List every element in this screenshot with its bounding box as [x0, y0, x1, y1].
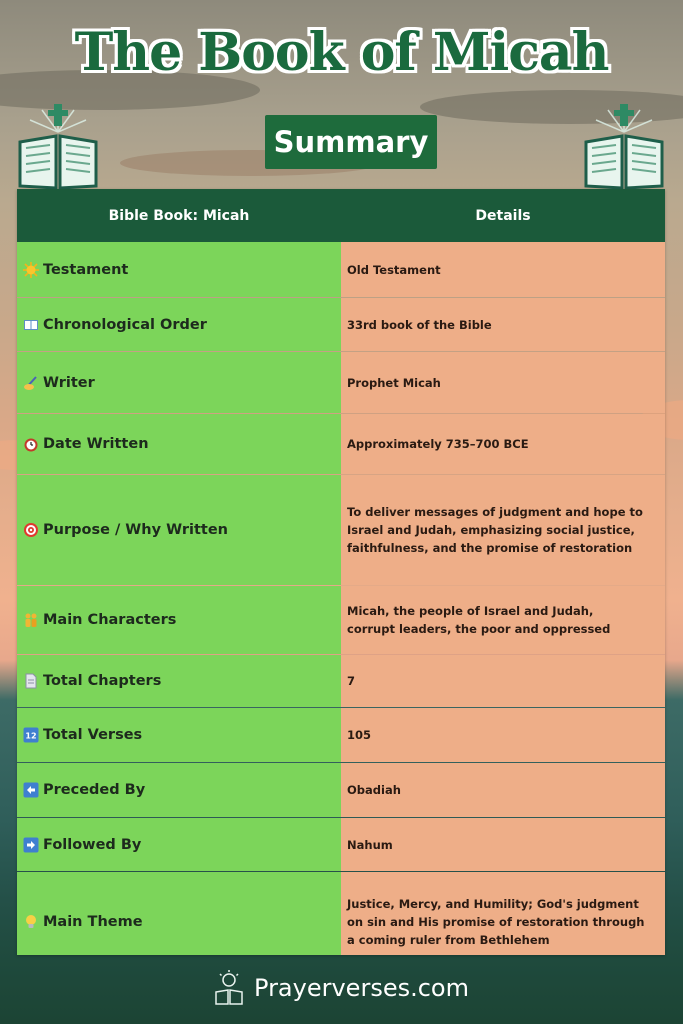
- row-value: To deliver messages of judgment and hope to Israel and Judah, emphasizing social justice, faithfulness, and the promise of restoration: [341, 475, 665, 585]
- row-label: Main Characters: [43, 612, 177, 628]
- open-bible-icon: [582, 102, 666, 190]
- people-icon: [23, 612, 39, 628]
- right-arrow-icon: [23, 837, 39, 853]
- row-label: Date Written: [43, 436, 149, 452]
- table-row: [17, 763, 665, 818]
- clock-icon: [23, 436, 39, 452]
- table-row: [17, 242, 665, 298]
- row-label: Main Theme: [43, 914, 143, 930]
- row-label: Writer: [43, 374, 95, 391]
- row-label: Preceded By: [43, 782, 146, 798]
- table-row: [17, 352, 665, 414]
- row-value: Old Testament: [341, 242, 665, 297]
- row-label: Chronological Order: [43, 316, 207, 333]
- row-value: Obadiah: [341, 763, 665, 817]
- column-header-book: Bible Book: Micah: [108, 207, 250, 224]
- open-bible-icon: [16, 102, 100, 190]
- open-book-icon: [23, 317, 39, 333]
- row-label: Purpose / Why Written: [43, 522, 228, 538]
- svg-text:12: 12: [25, 731, 37, 741]
- column-header-details: Details: [475, 207, 531, 224]
- lightbulb-icon: [23, 914, 39, 930]
- page-title: The Book of Micah: [74, 22, 609, 83]
- site-name[interactable]: Prayerverses.com: [254, 973, 469, 1002]
- site-footer: [0, 965, 683, 1010]
- table-row: [17, 872, 665, 955]
- table-header: [17, 189, 665, 242]
- bible-lightbulb-logo-icon: [214, 970, 244, 1006]
- row-label: Total Verses: [43, 727, 143, 743]
- target-icon: [23, 522, 39, 538]
- row-value: Justice, Mercy, and Humility; God's judgment on sin and His promise of restoration through a coming ruler from Bethlehem: [341, 872, 665, 955]
- row-label: Followed By: [43, 836, 142, 853]
- row-label: Testament: [43, 261, 129, 278]
- summary-badge: Summary: [265, 115, 437, 169]
- row-value: 33rd book of the Bible: [341, 298, 665, 351]
- row-value: 7: [341, 655, 665, 707]
- summary-table: [17, 189, 665, 955]
- left-arrow-icon: [23, 782, 39, 798]
- table-row: [17, 818, 665, 872]
- table-row: [17, 414, 665, 475]
- page-icon: [23, 673, 39, 689]
- table-row: [17, 298, 665, 352]
- sun-icon: [23, 262, 39, 278]
- row-label: Total Chapters: [43, 673, 162, 689]
- table-row: [17, 475, 665, 586]
- row-value: 105: [341, 708, 665, 762]
- writing-hand-icon: [23, 375, 39, 391]
- table-row: [17, 708, 665, 763]
- table-row: [17, 586, 665, 655]
- row-value: Nahum: [341, 818, 665, 871]
- table-row: [17, 655, 665, 708]
- row-value: Prophet Micah: [341, 352, 665, 413]
- row-value: Approximately 735–700 BCE: [341, 414, 665, 474]
- numbers-icon: [23, 727, 39, 743]
- row-value: Micah, the people of Israel and Judah, corrupt leaders, the poor and oppressed: [341, 586, 665, 654]
